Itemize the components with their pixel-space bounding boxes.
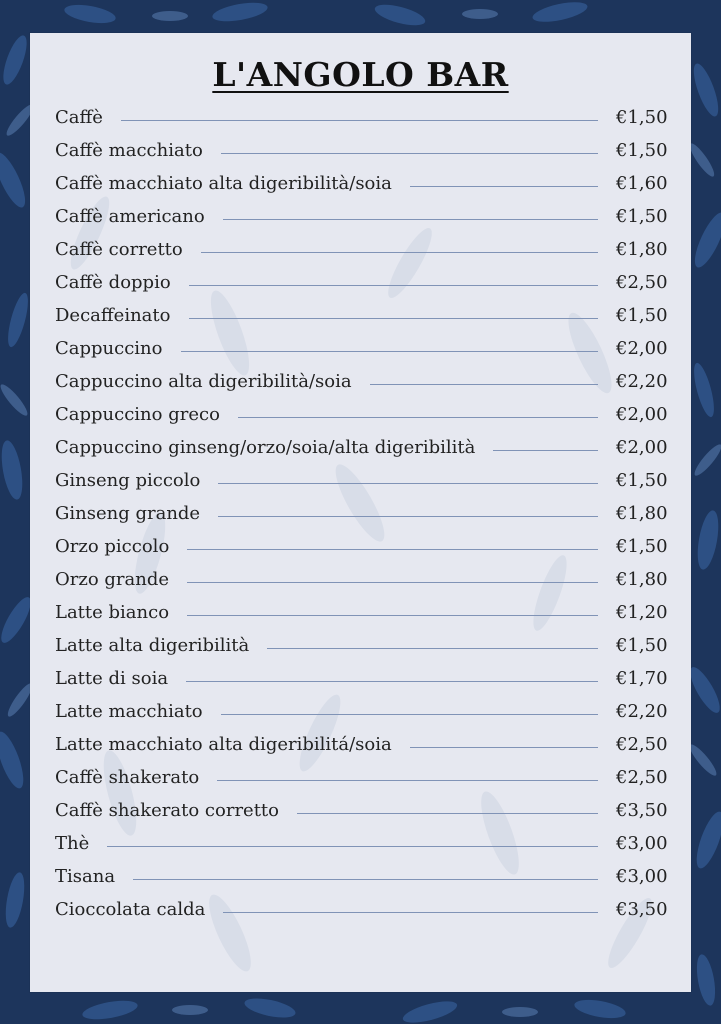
menu-item-name: Orzo grande: [55, 569, 170, 591]
menu-item-price: €3,50: [616, 800, 668, 822]
menu-item-price: €1,50: [616, 305, 668, 327]
menu-sheet: [30, 33, 691, 992]
menu-item-leader-line: [221, 153, 598, 154]
menu-item: [55, 431, 666, 464]
menu-item: [55, 563, 666, 596]
menu-item: [55, 200, 666, 233]
menu-item-leader-line: [223, 912, 598, 913]
menu-item: [55, 266, 666, 299]
menu-item-name: Caffè shakerato: [55, 767, 200, 789]
menu-item: [55, 827, 666, 860]
menu-item-leader-line: [201, 252, 598, 253]
menu-item-name: Caffè macchiato: [55, 140, 203, 162]
menu-item-leader-line: [187, 549, 598, 550]
menu-item-leader-line: [493, 450, 598, 451]
menu-item-name: Caffè macchiato alta digeribilità/soia: [55, 173, 392, 195]
menu-item-price: €1,20: [616, 602, 668, 624]
menu-item-name: Latte bianco: [55, 602, 170, 624]
menu-item-price: €1,80: [616, 569, 668, 591]
menu-item: [55, 299, 666, 332]
menu-item: [55, 860, 666, 893]
menu-item-price: €1,60: [616, 173, 668, 195]
menu-item-leader-line: [221, 714, 598, 715]
menu-item-name: Latte macchiato: [55, 701, 203, 723]
menu-item-leader-line: [238, 417, 598, 418]
menu-item-leader-line: [189, 285, 598, 286]
menu-item-price: €2,50: [616, 734, 668, 756]
menu-item: [55, 398, 666, 431]
menu-item-leader-line: [218, 516, 598, 517]
menu-item-leader-line: [187, 582, 598, 583]
menu-item: [55, 794, 666, 827]
menu-item-leader-line: [107, 846, 598, 847]
menu-item-price: €1,50: [616, 206, 668, 228]
menu-item: [55, 464, 666, 497]
menu-item-price: €3,50: [616, 899, 668, 921]
menu-item-name: Tisana: [55, 866, 116, 888]
menu-title: L'ANGOLO BAR: [212, 55, 509, 94]
menu-item: [55, 629, 666, 662]
menu-item-price: €1,70: [616, 668, 668, 690]
menu-item-name: Caffè: [55, 107, 103, 128]
menu-item-leader-line: [186, 681, 598, 682]
menu-item-name: Caffè doppio: [55, 272, 171, 294]
menu-item: [55, 728, 666, 761]
menu-item-leader-line: [223, 219, 598, 220]
menu-item: [55, 596, 666, 629]
menu-item-price: €2,50: [616, 767, 668, 789]
menu-item: [55, 233, 666, 266]
menu-item-name: Cappuccino ginseng/orzo/soia/alta digeribilità: [55, 437, 476, 459]
menu-item: [55, 332, 666, 365]
menu-title-wrap: [30, 55, 691, 94]
menu-item-name: Latte macchiato alta digeribilitá/soia: [55, 734, 392, 756]
menu-item-price: €1,50: [616, 536, 668, 558]
menu-item-price: €1,50: [616, 470, 668, 492]
menu-item-list: [55, 101, 666, 926]
menu-item-leader-line: [297, 813, 598, 814]
menu-item: [55, 101, 666, 134]
menu-item-leader-line: [187, 615, 598, 616]
menu-item-name: Ginseng grande: [55, 503, 201, 525]
menu-item-price: €2,00: [616, 338, 668, 360]
menu-item-price: €1,50: [616, 635, 668, 657]
menu-item-leader-line: [121, 120, 598, 121]
menu-item-price: €2,00: [616, 404, 668, 426]
menu-item-leader-line: [189, 318, 599, 319]
menu-item-price: €2,20: [616, 371, 668, 393]
menu-item: [55, 662, 666, 695]
menu-item-name: Ginseng piccolo: [55, 470, 201, 492]
menu-item-name: Thè: [55, 833, 90, 855]
menu-item-name: Cappuccino greco: [55, 404, 220, 426]
menu-item-price: €1,80: [616, 503, 668, 525]
menu-item-name: Latte alta digeribilità: [55, 635, 250, 657]
menu-item-leader-line: [267, 648, 598, 649]
menu-item-name: Cappuccino: [55, 338, 163, 360]
menu-item-name: Caffè americano: [55, 206, 205, 228]
menu-item-name: Decaffeinato: [55, 305, 171, 327]
menu-item-name: Caffè shakerato corretto: [55, 800, 279, 822]
menu-item-leader-line: [410, 747, 598, 748]
menu-item: [55, 893, 666, 926]
menu-item-price: €1,80: [616, 239, 668, 261]
menu-item-leader-line: [370, 384, 598, 385]
menu-item: [55, 167, 666, 200]
menu-item-leader-line: [217, 780, 598, 781]
menu-item-leader-line: [133, 879, 598, 880]
menu-item-price: €1,50: [616, 140, 668, 162]
menu-item-price: €2,50: [616, 272, 668, 294]
menu-item: [55, 695, 666, 728]
menu-item-name: Latte di soia: [55, 668, 169, 690]
menu-item: [55, 530, 666, 563]
menu-item-price: €2,00: [616, 437, 668, 459]
menu-item-name: Cioccolata calda: [55, 899, 206, 921]
menu-item-leader-line: [410, 186, 598, 187]
menu-item-price: €2,20: [616, 701, 668, 723]
menu-item-name: Caffè corretto: [55, 239, 183, 261]
menu-item: [55, 497, 666, 530]
menu-item-leader-line: [218, 483, 598, 484]
menu-item: [55, 134, 666, 167]
menu-item-name: Orzo piccolo: [55, 536, 170, 558]
menu-item-price: €1,50: [616, 107, 668, 128]
menu-item-name: Cappuccino alta digeribilità/soia: [55, 371, 352, 393]
menu-item-leader-line: [181, 351, 599, 352]
menu-item: [55, 365, 666, 398]
menu-item-price: €3,00: [616, 866, 668, 888]
menu-item: [55, 761, 666, 794]
menu-item-price: €3,00: [616, 833, 668, 855]
